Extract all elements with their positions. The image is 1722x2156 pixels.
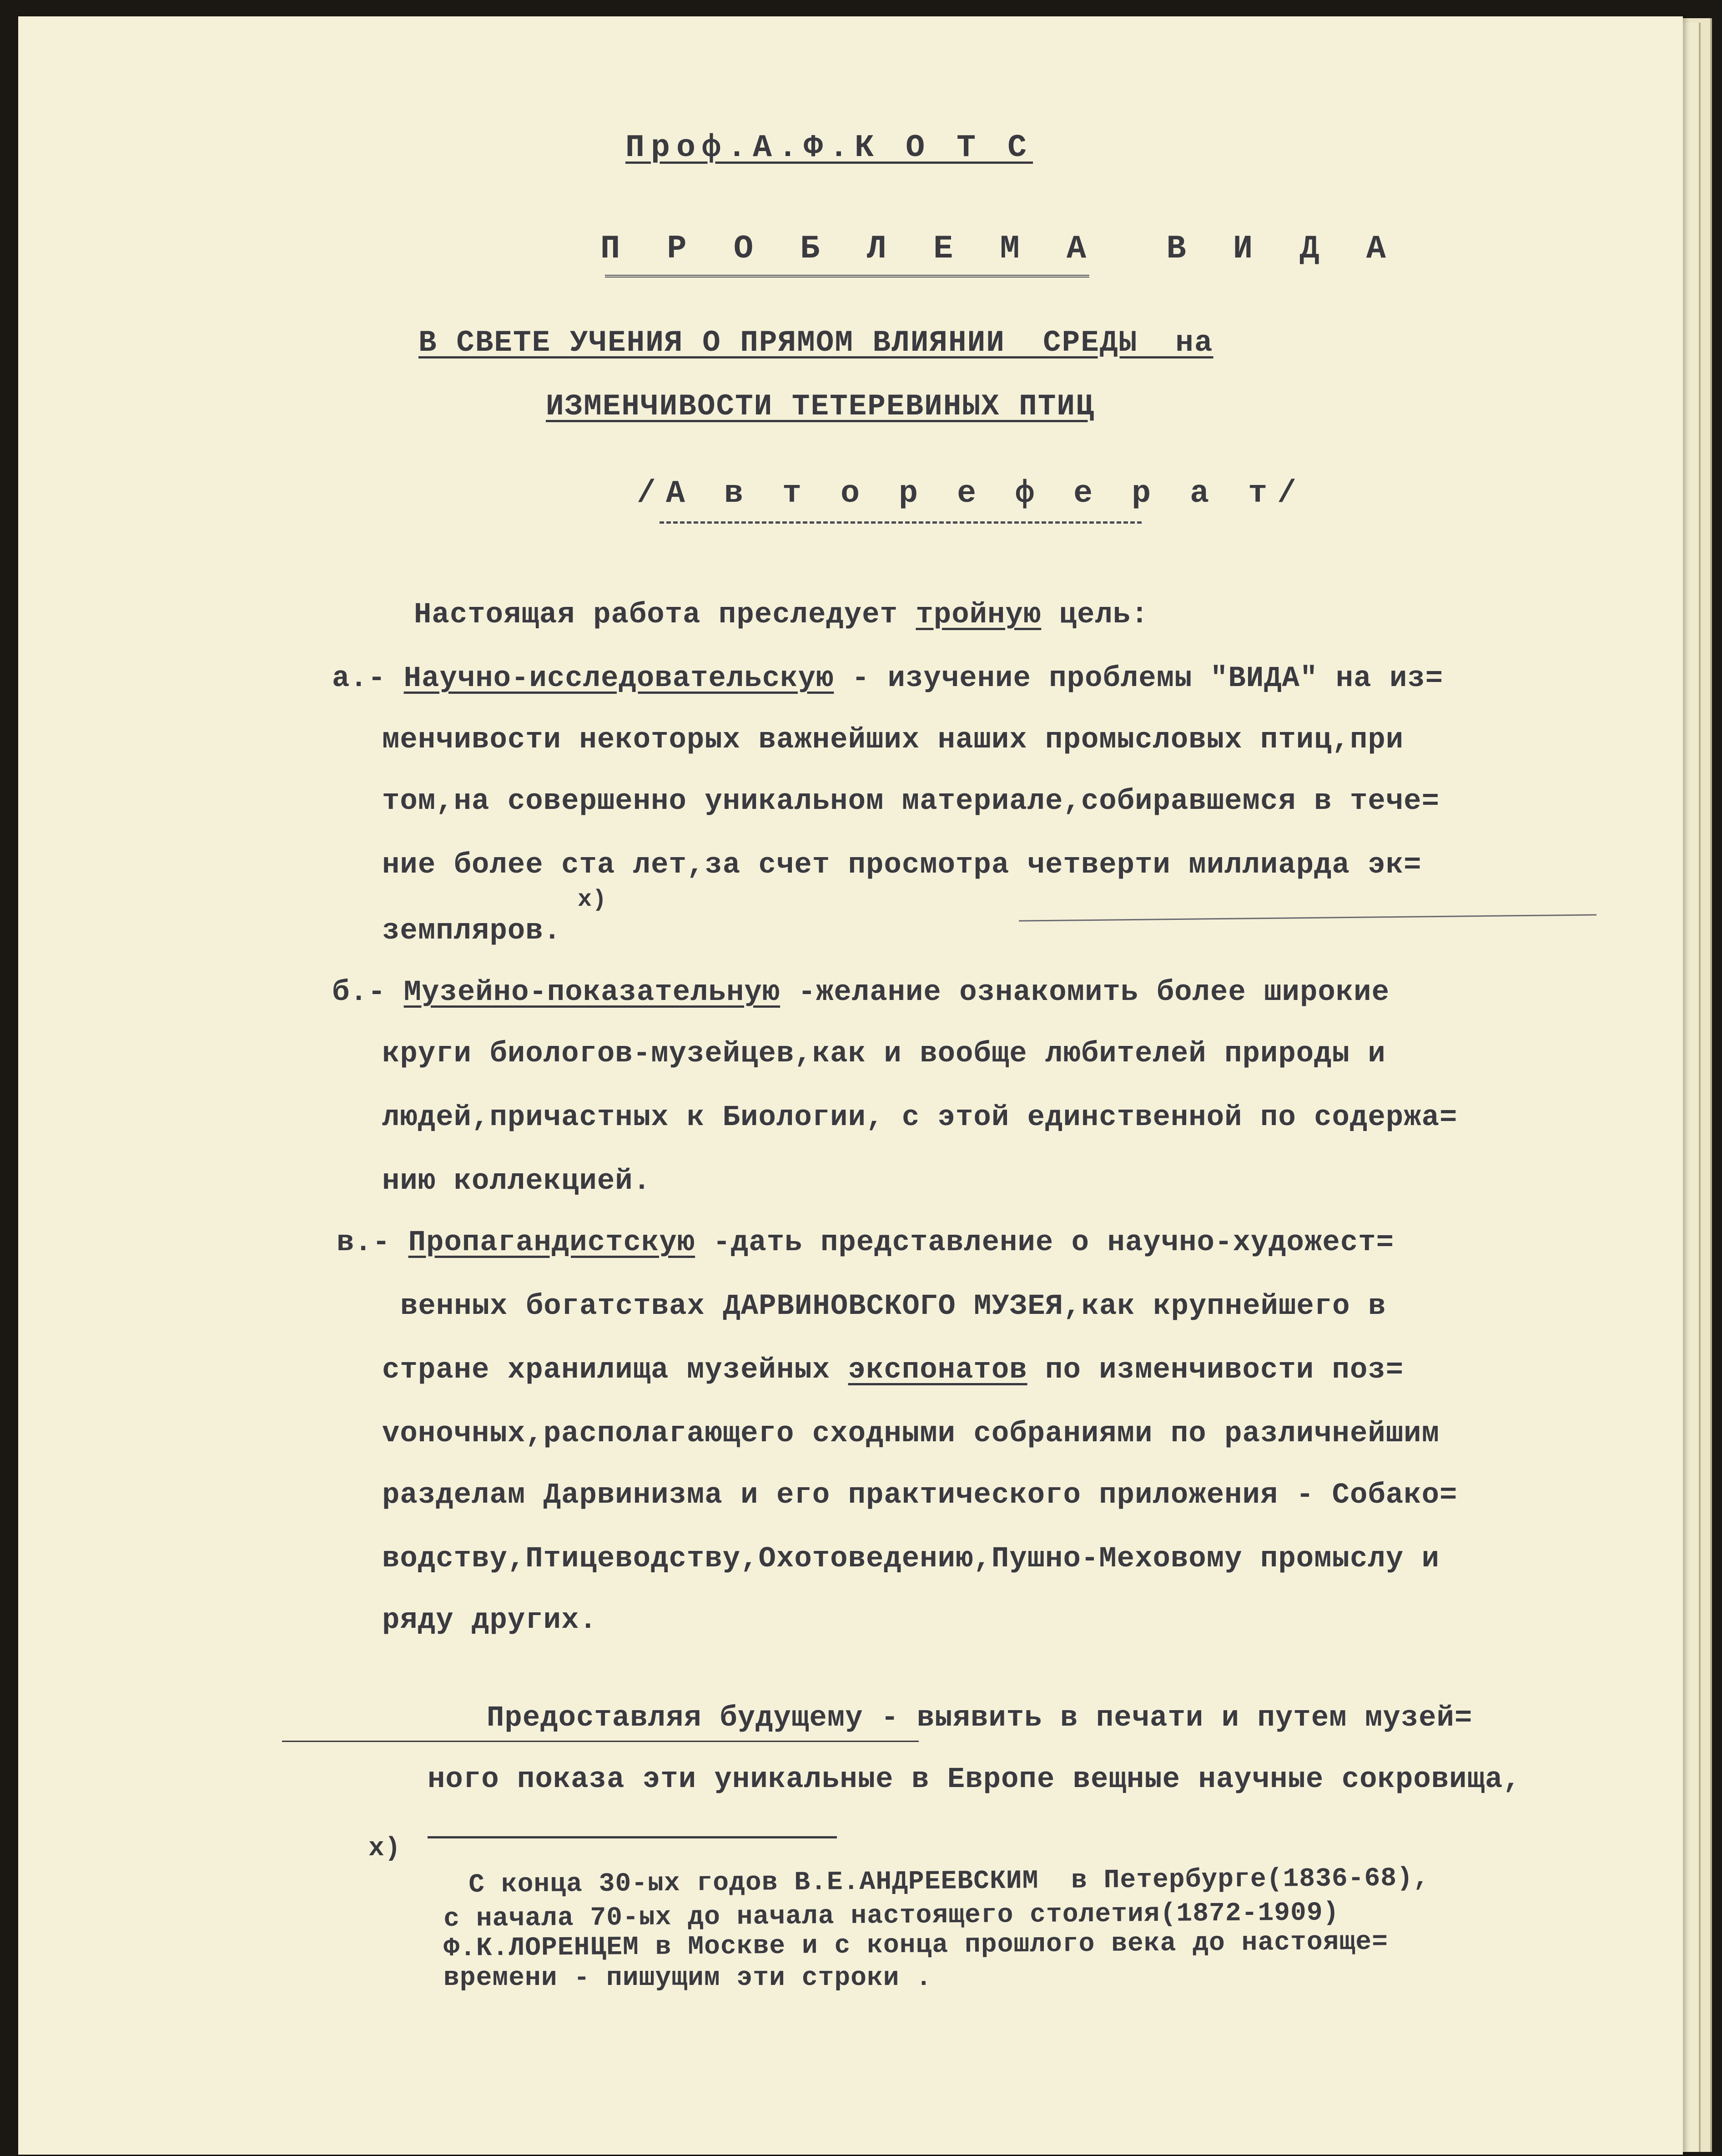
footnote-reference: x) (578, 886, 607, 913)
item-c-emphasis: экспонатов (848, 1354, 1027, 1387)
pen-stroke (1019, 914, 1596, 921)
subtitle-line-1: В СВЕТЕ УЧЕНИЯ О ПРЯМОМ ВЛИЯНИИ СРЕДЫ на (418, 326, 1213, 360)
title-double-underline (605, 275, 1089, 278)
item-c-line-3 (382, 1354, 1404, 1387)
item-a-text: - изучение проблемы "ВИДА" на из= (834, 662, 1444, 695)
closing-line-2: ного показа эти уникальные в Европе вещные научные сокровища, (428, 1763, 1521, 1796)
item-b-line-2: круги биологов-музейцев,как и вообще любителей природы и (382, 1038, 1386, 1070)
footnote-line-4: времени - пишущим эти строки . (443, 1964, 932, 1993)
footnote-line-3: Ф.К.ЛОРЕНЦЕМ в Москве и с конца прошлого века до настояще= (443, 1927, 1389, 1964)
intro-suffix: цель: (1041, 599, 1149, 631)
abstract-label: /А в т о р е ф е р а т/ (637, 476, 1307, 512)
footnote-line-1: С конца 30-ых годов В.Е.АНДРЕЕВСКИМ в Петербурге(1836-68), (468, 1863, 1430, 1900)
item-a-line-5: земпляров. (382, 915, 562, 948)
item-c-line-1 (337, 1227, 1394, 1259)
item-b-line-3: людей,причастных к Биологии, с этой единственной по содержа= (382, 1101, 1458, 1134)
item-b-text: -желание ознакомить более широкие (780, 976, 1390, 1009)
footnote-separator-upper (282, 1741, 919, 1742)
intro-emphasis: тройную (916, 599, 1042, 631)
intro-line (414, 599, 1149, 631)
item-c-line-5: разделам Дарвинизма и его практического приложения - Собако= (382, 1479, 1458, 1512)
footnote-marker: x) (368, 1834, 401, 1863)
item-b-line-1 (332, 976, 1390, 1009)
footnote-separator (428, 1836, 837, 1838)
item-a-line-3: том,на совершенно уникальном материале,собиравшемся в тече= (382, 785, 1440, 818)
document-title: П Р О Б Л Е М А В И Д А (600, 230, 1400, 268)
item-c-line-6: водству,Птицеводству,Охотоведению,Пушно-Меховому промыслу и (382, 1543, 1440, 1575)
item-c-line-7: ряду других. (382, 1604, 597, 1637)
item-b-line-4: нию коллекцией. (382, 1165, 651, 1198)
abstract-underline (660, 521, 1142, 524)
subtitle-line-2: ИЗМЕНЧИВОСТИ ТЕТЕРЕВИНЫХ ПТИЦ (546, 389, 1095, 424)
item-c-line-2: венных богатствах ДАРВИНОВСКОГО МУЗЕЯ,как крупнейшего в (400, 1290, 1386, 1323)
item-a-line-2: менчивости некоторых важнейших наших промысловых птиц,при (382, 724, 1404, 757)
item-a-marker: а.- (332, 662, 404, 695)
item-a-term: Научно-исследовательскую (403, 662, 834, 695)
item-a-line-1 (332, 662, 1443, 695)
item-c-text-after: по изменчивости поз= (1027, 1354, 1404, 1387)
item-c-marker: в.- (337, 1227, 408, 1259)
item-c-line-4: voночных,располагающего сходными собраниями по различнейшим (382, 1418, 1440, 1450)
typewritten-sheet (18, 16, 1683, 2155)
item-b-marker: б.- (332, 976, 404, 1009)
item-b-term: Музейно-показательную (403, 976, 780, 1009)
footnote-line-2: с начала 70-ых до начала настоящего столетия(1872-1909) (443, 1898, 1339, 1934)
author-line: Проф.А.Ф.К О Т С (625, 130, 1033, 166)
item-c-text: -дать представление о научно-художест= (695, 1227, 1394, 1259)
closing-line-1: Предоставляя будущему - выявить в печати и путем музей= (487, 1702, 1473, 1735)
intro-prefix: Настоящая работа преследует (414, 599, 916, 631)
item-c-text-before: стране хранилища музейных (382, 1354, 848, 1387)
item-a-line-4: ние более ста лет,за счет просмотра четверти миллиарда эк= (382, 849, 1422, 882)
item-c-term: Пропагандистскую (408, 1227, 695, 1259)
